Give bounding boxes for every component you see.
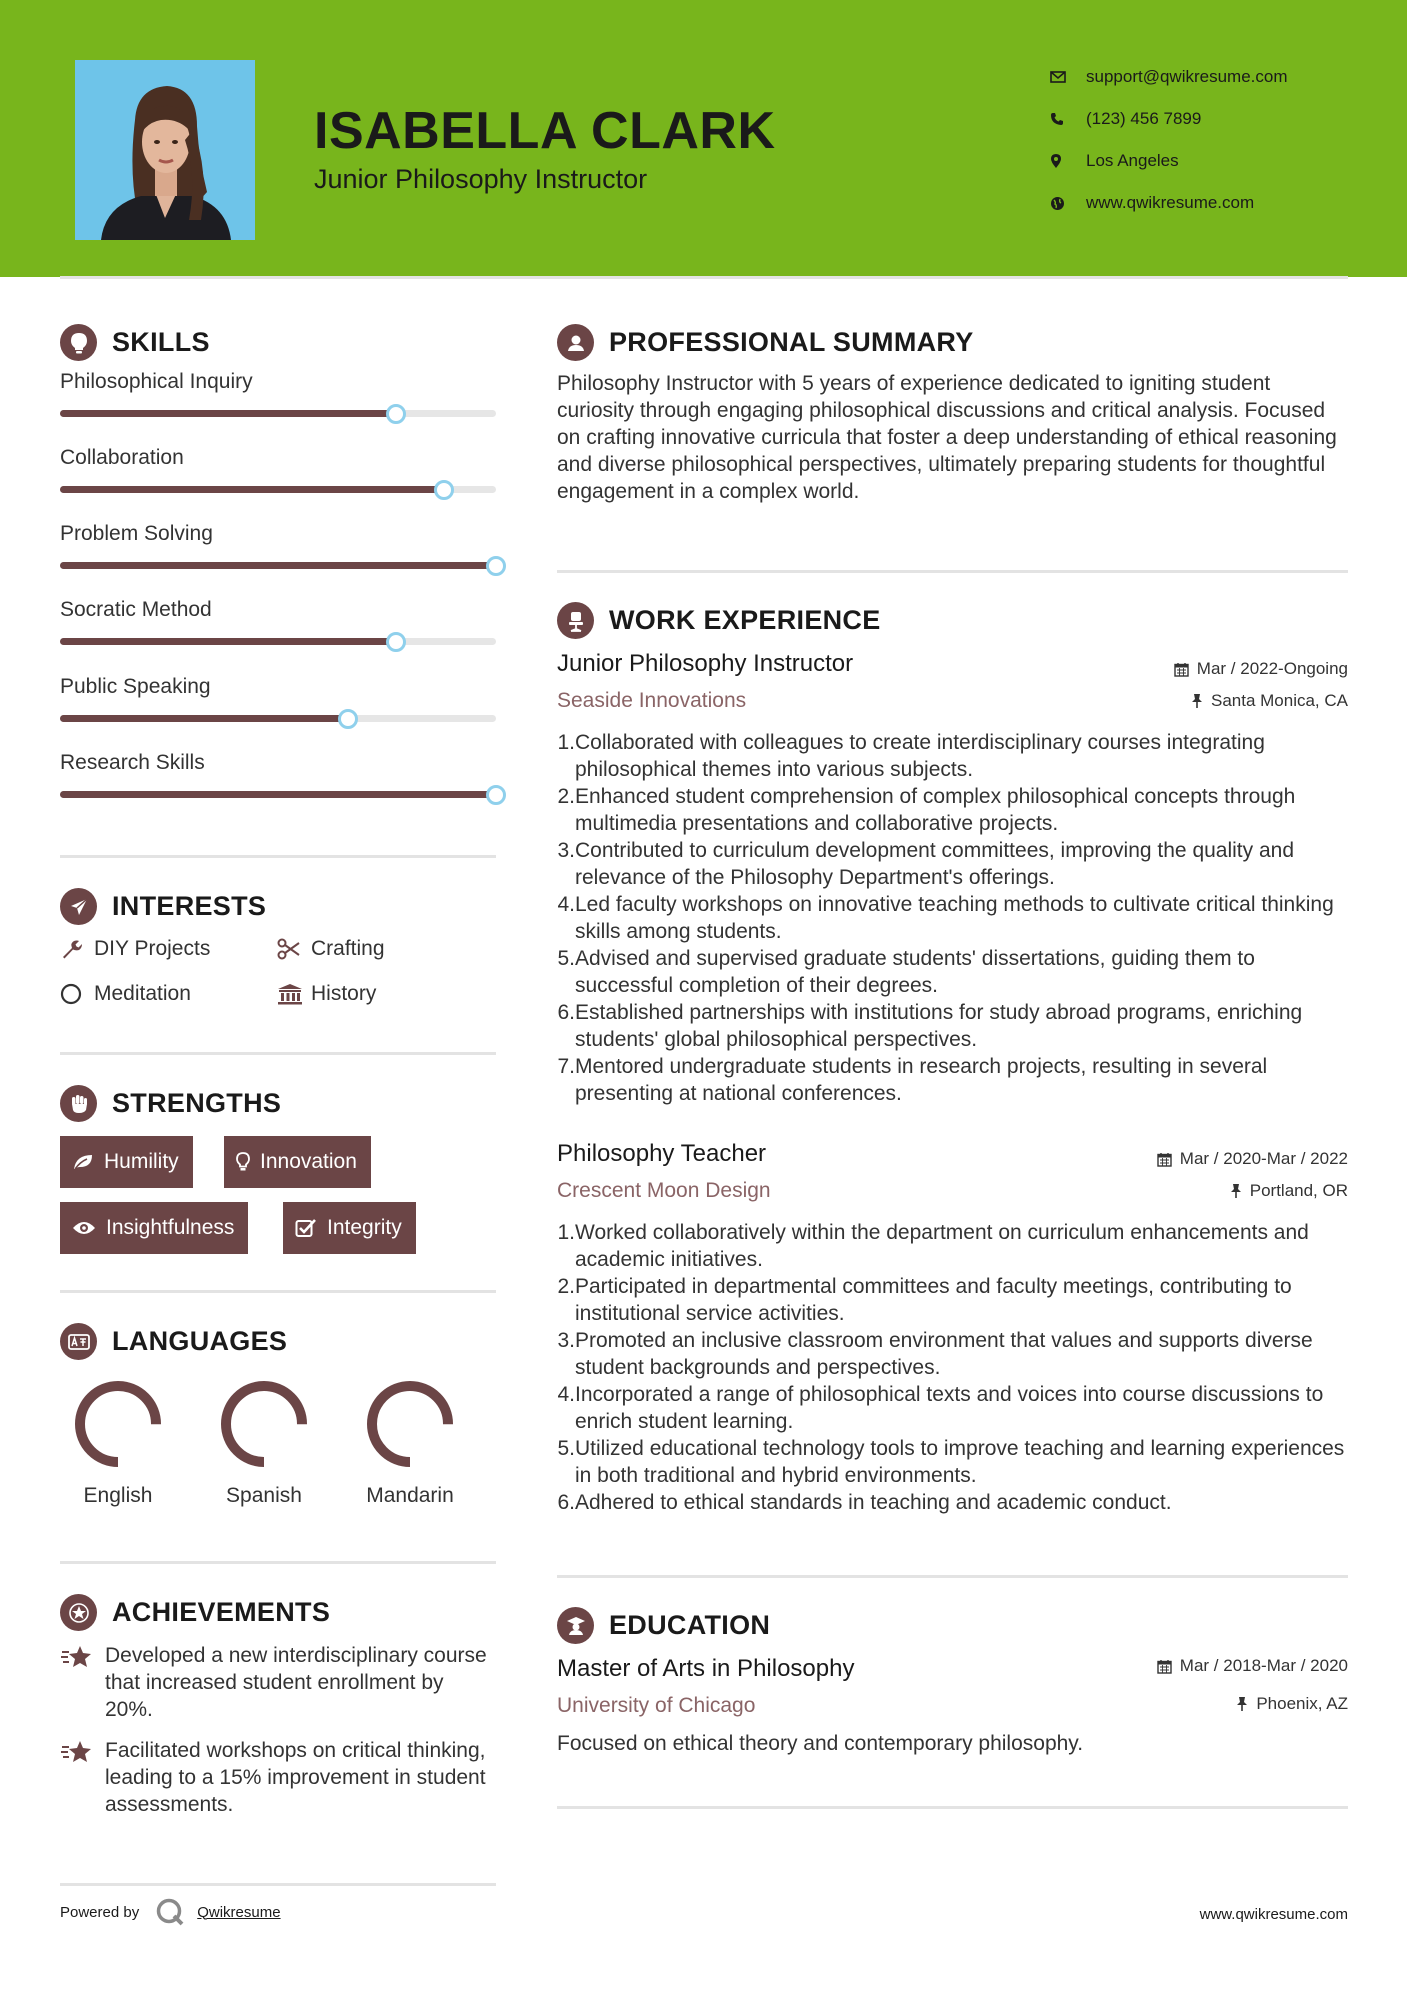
skill-label: Public Speaking [60, 675, 211, 698]
pushpin-icon [1191, 693, 1203, 709]
section-divider [557, 1575, 1348, 1578]
skill-item [60, 751, 496, 827]
chair-icon [557, 602, 594, 639]
job-bullet: 5. Advised and supervised graduate students' dissertations, guiding them to successful completion of their degrees. [557, 947, 1255, 997]
job-bullet: 3. Promoted an inclusive classroom environment that values and supports diverse student backgrounds and perspectives. [557, 1329, 1313, 1379]
achievement-item: Facilitated workshops on critical thinking, leading to a 15% improvement in student assessments. [60, 1737, 496, 1818]
paper-plane-icon [60, 888, 97, 925]
interest-item: Meditation [60, 982, 191, 1006]
job-bullet: 4. Incorporated a range of philosophical texts and voices into course discussions to enrich student learning. [557, 1383, 1324, 1433]
job-bullet: 7. Mentored undergraduate students in research projects, resulting in several presenting at national conferences. [557, 1055, 1268, 1105]
language-level-ring [218, 1378, 310, 1470]
contact-email-text: support@qwikresume.com [1086, 67, 1288, 86]
leaf-icon [72, 1153, 94, 1171]
section-divider [60, 1883, 496, 1886]
star-icon [60, 1737, 105, 1818]
envelope-icon [1050, 71, 1086, 83]
eye-icon [72, 1220, 96, 1236]
education-degree: Master of Arts in Philosophy [557, 1655, 855, 1682]
job-bullet: 1. Worked collaboratively within the department on curriculum enhancements and academic initiatives. [557, 1221, 1309, 1271]
section-divider [60, 1290, 496, 1293]
section-divider [557, 570, 1348, 573]
education-heading: EDUCATION [557, 1607, 770, 1644]
candidate-role: Junior Philosophy Instructor [314, 164, 648, 194]
skill-bar-knob [386, 632, 406, 652]
contact-website[interactable] [1050, 182, 1288, 224]
calendar-icon [1157, 1659, 1172, 1674]
interest-item: DIY Projects [60, 937, 210, 961]
strength-tag: Innovation [224, 1136, 371, 1188]
fist-icon [60, 1085, 97, 1122]
language-level-ring [364, 1378, 456, 1470]
museum-icon [277, 983, 311, 1005]
strength-tag: Humility [60, 1136, 193, 1188]
skill-bar [60, 791, 496, 798]
skill-bar-knob [486, 556, 506, 576]
graduate-icon [557, 1607, 594, 1644]
lightbulb-icon [236, 1152, 250, 1172]
lightbulb-icon [60, 324, 97, 361]
skill-bar-knob [486, 785, 506, 805]
job-bullet: 1. Collaborated with colleagues to create interdisciplinary courses integrating philosophical themes into various subjects. [557, 731, 1265, 781]
skill-bar [60, 638, 496, 645]
job-title: Philosophy Teacher [557, 1140, 767, 1167]
language-label: Mandarin [366, 1484, 454, 1507]
skill-bar [60, 562, 496, 569]
globe-icon [1050, 196, 1086, 211]
skill-label: Problem Solving [60, 522, 213, 545]
interests-heading: INTERESTS [60, 888, 266, 925]
achievements-heading: ACHIEVEMENTS [60, 1594, 330, 1631]
skill-label: Philosophical Inquiry [60, 370, 253, 393]
job-company: Seaside Innovations [557, 689, 747, 712]
circle-icon [60, 983, 94, 1005]
user-icon [557, 324, 594, 361]
skill-bar-fill [60, 715, 348, 722]
pushpin-icon [1230, 1183, 1242, 1199]
skill-bar [60, 715, 496, 722]
job-location: Portland, OR [1230, 1181, 1348, 1201]
skill-bar-fill [60, 486, 444, 493]
skill-bar-knob [434, 480, 454, 500]
footer-powered-by: Powered by Qwikresume [60, 1897, 281, 1927]
skill-bar-knob [386, 404, 406, 424]
interest-item: Crafting [277, 937, 385, 961]
skill-bar [60, 486, 496, 493]
language-item [204, 1378, 324, 1508]
job-bullet: 3. Contributed to curriculum development committees, improving the quality and relevance of the Philosophy Department's offerings. [557, 839, 1295, 889]
profile-photo [75, 60, 255, 240]
language-item [350, 1378, 470, 1508]
wrench-icon [60, 938, 94, 960]
contact-website-text: www.qwikresume.com [1086, 193, 1255, 212]
job-bullet: 6. Established partnerships with institutions for study abroad programs, enriching students' global philosophical perspectives. [557, 1001, 1303, 1051]
education-location: Phoenix, AZ [1236, 1694, 1348, 1714]
skill-item [60, 675, 496, 751]
job-date: Mar / 2022-Ongoing [1174, 659, 1348, 679]
calendar-icon [1174, 662, 1189, 677]
header-divider [60, 276, 1348, 279]
skill-bar-knob [338, 709, 358, 729]
candidate-name: ISABELLA CLARK [314, 102, 776, 160]
language-label: Spanish [226, 1484, 302, 1507]
education-school: University of Chicago [557, 1694, 756, 1717]
summary-heading: PROFESSIONAL SUMMARY [557, 324, 974, 361]
star-icon [60, 1642, 105, 1723]
skill-bar-fill [60, 638, 396, 645]
footer-website[interactable]: www.qwikresume.com [1199, 1906, 1348, 1923]
skill-bar-fill [60, 410, 396, 417]
contact-email[interactable] [1050, 56, 1288, 98]
job-bullet: 2. Enhanced student comprehension of complex philosophical concepts through multimedia presentations and collaborative projects. [557, 785, 1296, 835]
contact-location [1050, 140, 1288, 182]
skill-label: Collaboration [60, 446, 184, 469]
job-date: Mar / 2020-Mar / 2022 [1157, 1149, 1348, 1169]
star-badge-icon [60, 1594, 97, 1631]
skill-item [60, 598, 496, 674]
skill-label: Research Skills [60, 751, 205, 774]
pushpin-icon [1236, 1696, 1248, 1712]
achievement-item: Developed a new interdisciplinary course that increased student enrollment by 20%. [60, 1642, 496, 1723]
section-divider [60, 1052, 496, 1055]
calendar-icon [1157, 1152, 1172, 1167]
contact-phone-text: (123) 456 7899 [1086, 109, 1202, 128]
qwikresume-link[interactable]: Qwikresume [197, 1903, 281, 1921]
job-location: Santa Monica, CA [1191, 691, 1348, 711]
skill-label: Socratic Method [60, 598, 212, 621]
skill-item [60, 370, 496, 446]
strengths-heading: STRENGTHS [60, 1085, 281, 1122]
languages-heading: LANGUAGES [60, 1323, 287, 1360]
skill-bar [60, 410, 496, 417]
skill-bar-fill [60, 562, 496, 569]
strength-tag: Integrity [283, 1202, 416, 1254]
section-divider [557, 1806, 1348, 1809]
language-level-ring [72, 1378, 164, 1470]
strength-tag: Insightfulness [60, 1202, 248, 1254]
contact-location-text: Los Angeles [1086, 151, 1179, 170]
skill-item [60, 522, 496, 598]
interest-item: History [277, 982, 376, 1006]
contact-list [1050, 56, 1288, 224]
job-company: Crescent Moon Design [557, 1179, 771, 1202]
experience-heading: WORK EXPERIENCE [557, 602, 881, 639]
education-date: Mar / 2018-Mar / 2020 [1157, 1656, 1348, 1676]
job-responsibilities [557, 1219, 1348, 1516]
checkbox-icon [295, 1218, 317, 1238]
job-responsibilities [557, 729, 1348, 1107]
qwikresume-logo-icon [155, 1897, 185, 1927]
language-item [58, 1378, 178, 1508]
job-bullet: 4. Led faculty workshops on innovative teaching methods to cultivate critical thinking skills among students. [557, 893, 1334, 943]
language-icon [60, 1323, 97, 1360]
skill-bar-fill [60, 791, 496, 798]
education-description: Focused on ethical theory and contemporary philosophy. [557, 1732, 1084, 1755]
job-bullet: 2. Participated in departmental committees and faculty meetings, contributing to institutional service activities. [557, 1275, 1292, 1325]
job-bullet: 5. Utilized educational technology tools to improve teaching and learning experiences in both traditional and hybrid environments. [557, 1437, 1345, 1487]
job-bullet: 6. Adhered to ethical standards in teaching and academic conduct. [557, 1491, 1172, 1514]
section-divider [60, 855, 496, 858]
job-title: Junior Philosophy Instructor [557, 650, 854, 677]
contact-phone[interactable] [1050, 98, 1288, 140]
phone-icon [1050, 112, 1086, 126]
skill-item [60, 446, 496, 522]
skills-heading: SKILLS [60, 324, 210, 361]
section-divider [60, 1561, 496, 1564]
summary-text: Philosophy Instructor with 5 years of experience dedicated to igniting student curiosity through engaging philosophical discussions and critical analysis. Focused on crafting innovative curricula that foster a deep understanding of ethical reasoning and diverse philosophical perspectives, ultimately preparing students for thoughtful engagement in a complex world. [557, 372, 1337, 503]
map-pin-icon [1050, 153, 1086, 169]
language-label: English [83, 1484, 153, 1507]
scissors-icon [277, 938, 311, 960]
